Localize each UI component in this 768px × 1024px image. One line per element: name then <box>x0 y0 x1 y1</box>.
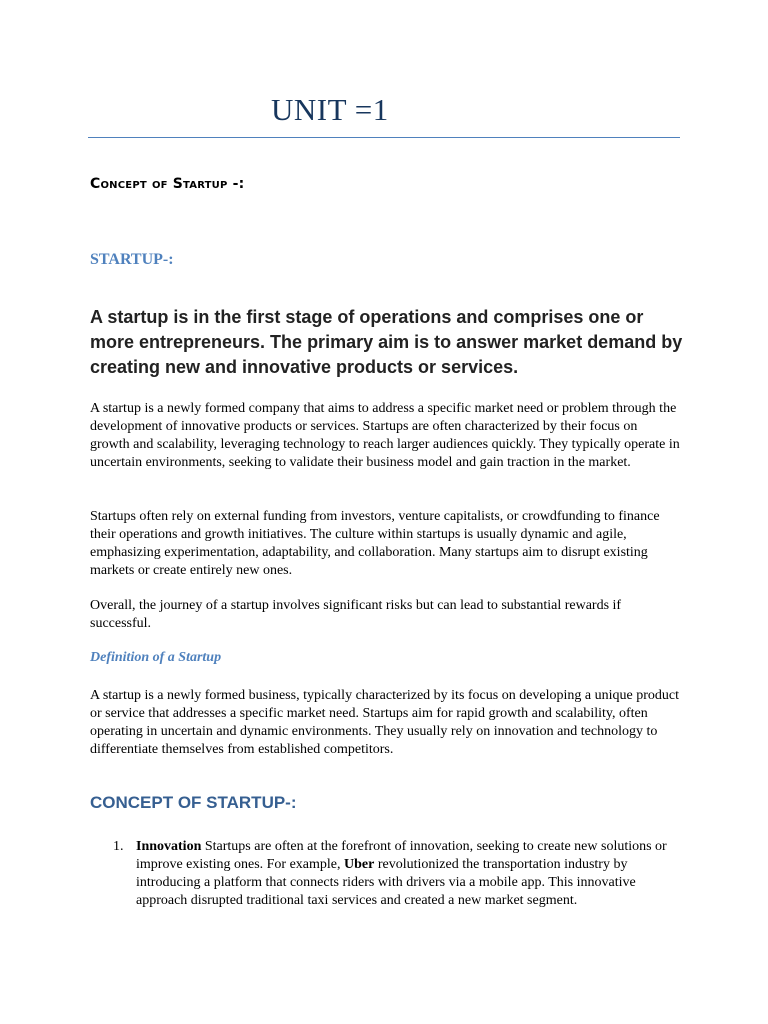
list-item-text-b: revolutionized the transportation industry by introducing a platform that connects riders with drivers via a mobile app. This innovative approach disrupted traditional taxi services and created a new market segment. <box>136 857 636 908</box>
body-paragraph-2: Startups often rely on external funding from investors, venture capitalists, or crowdfunding to finance their operations and growth initiatives. The culture within startups is usually dynamic and agile, emphasizing experimentation, adaptability, and collaboration. Many startups aim to disrupt existing markets or create entirely new ones. <box>90 509 660 578</box>
title-underline <box>88 137 680 138</box>
body-paragraph-1: A startup is a newly formed company that aims to address a specific market need or problem through the development of innovative products or services. Startups are often characterized by their focus on growth and scalability, leveraging technology to reach larger audiences quickly. They typically operate in uncertain environments, seeking to validate their business model and gain traction in the market. <box>90 401 680 470</box>
list-item <box>90 838 680 910</box>
list-item-example: Uber <box>344 857 375 872</box>
list-item-number: 1. <box>113 839 124 854</box>
concept-list <box>90 838 680 910</box>
concept-of-startup-heading: Concept of Startup -: <box>90 176 245 192</box>
startup-heading: STARTUP-: <box>90 251 174 268</box>
definition-heading: Definition of a Startup <box>90 650 222 665</box>
list-item-text-a: Startups are often at the forefront of innovation, seeking to create new solutions or improve existing ones. For example, <box>136 839 667 872</box>
list-item-term: Innovation <box>136 839 202 854</box>
unit-title: UNIT =1 <box>271 92 389 127</box>
startup-lead-paragraph: A startup is in the first stage of operations and comprises one or more entrepreneurs. The primary aim is to answer market demand by creating new and innovative products or services. <box>90 307 683 377</box>
concept-section-heading: CONCEPT OF STARTUP-: <box>90 793 297 812</box>
definition-paragraph: A startup is a newly formed business, typically characterized by its focus on developing a unique product or service that addresses a specific market need. Startups aim for rapid growth and scalability, often operating in uncertain and dynamic environments. They usually rely on innovation and technology to differentiate themselves from established competitors. <box>90 688 680 757</box>
body-paragraph-3: Overall, the journey of a startup involves significant risks but can lead to substantial rewards if successful. <box>90 598 622 631</box>
